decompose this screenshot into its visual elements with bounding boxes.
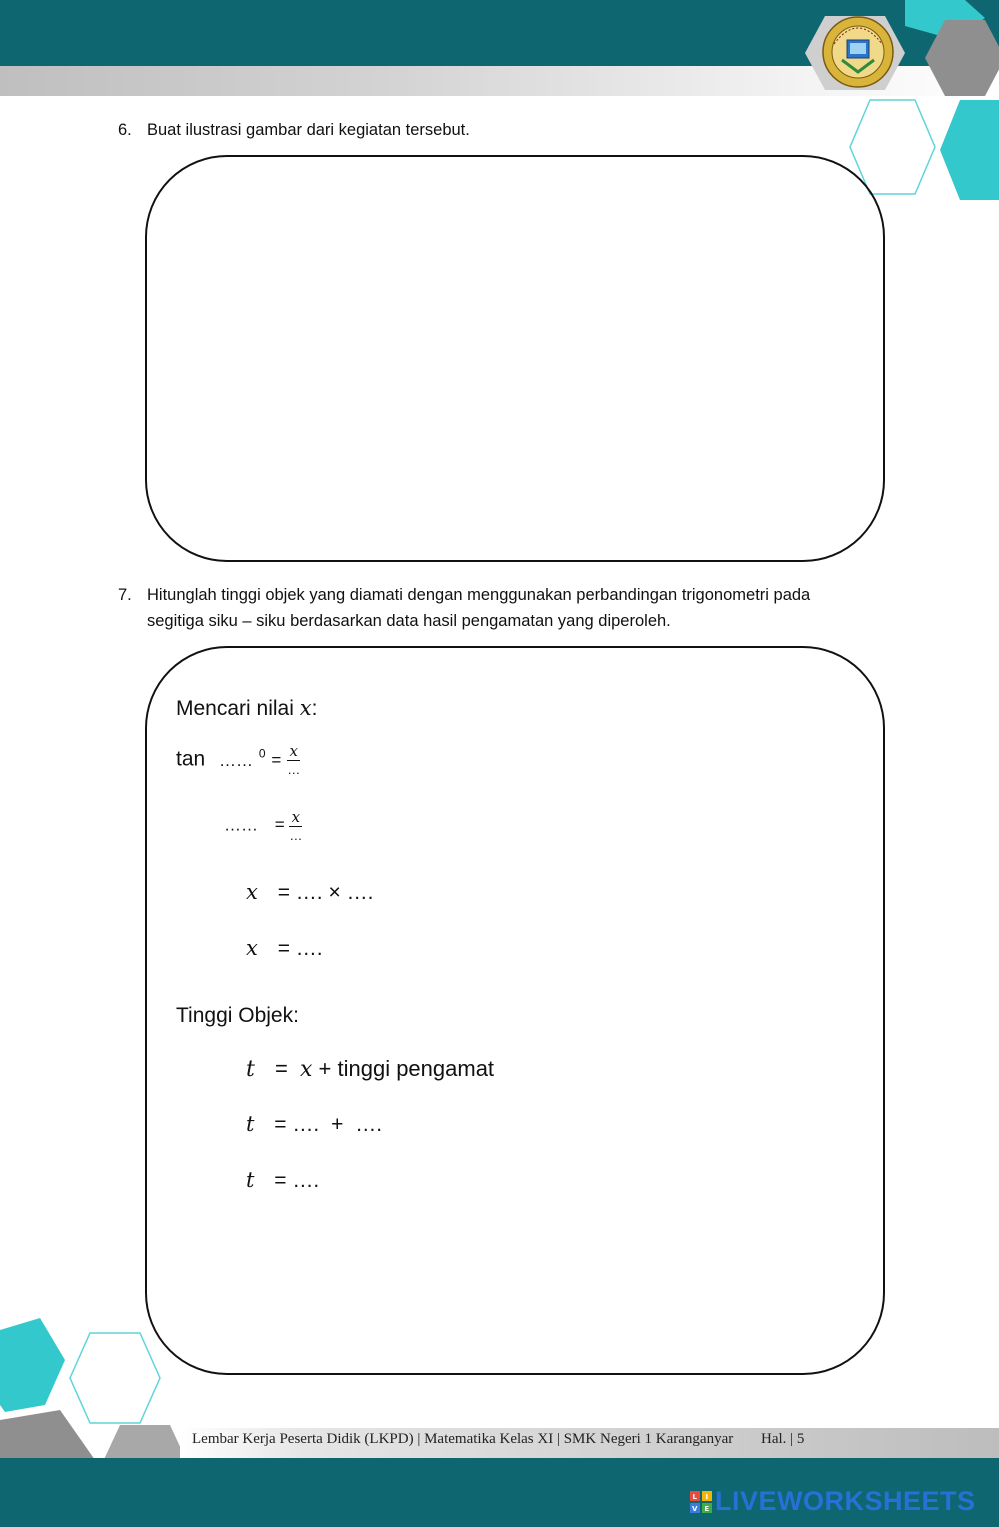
factor-blank-2[interactable]: …. xyxy=(346,881,374,904)
plus-sign: + xyxy=(331,1113,344,1136)
var-x: x xyxy=(246,880,258,904)
times-sign: × xyxy=(328,881,341,904)
x-result-equation xyxy=(246,936,323,961)
equals-sign: = xyxy=(274,1169,287,1192)
equals-sign: = xyxy=(274,1113,287,1136)
question-6-text: Buat ilustrasi gambar dari kegiatan tersebut. xyxy=(147,121,470,139)
icon-letter-l: L xyxy=(692,1493,698,1501)
sum-blank-1[interactable]: …. xyxy=(292,1113,320,1136)
x-result-blank[interactable]: …. xyxy=(295,937,323,960)
equals-sign: = xyxy=(274,1056,288,1081)
sum-blank-2[interactable]: …. xyxy=(355,1113,383,1136)
fraction-denominator[interactable]: … xyxy=(289,828,303,843)
var-x: x xyxy=(299,1057,313,1082)
tan-value-equation xyxy=(224,810,302,842)
colon: : xyxy=(311,697,318,720)
liveworksheets-watermark[interactable] xyxy=(690,1486,976,1517)
hexagon-right-teal xyxy=(940,100,999,200)
var-t: t xyxy=(246,1057,255,1082)
fraction-denominator[interactable]: … xyxy=(287,762,301,777)
equals-sign: = xyxy=(277,881,290,904)
observer-height-label: tinggi pengamat xyxy=(337,1056,495,1081)
x-product-equation xyxy=(246,880,373,905)
fraction-numerator: x xyxy=(289,810,302,827)
liveworksheets-icon xyxy=(690,1491,712,1513)
icon-letter-e: E xyxy=(704,1505,710,1513)
t-formula-equation xyxy=(246,1056,494,1082)
object-height-heading: Tinggi Objek: xyxy=(176,1004,299,1027)
tan-value-blank[interactable]: …… xyxy=(224,815,258,835)
find-x-label: Mencari nilai xyxy=(176,697,300,720)
icon-letter-i: I xyxy=(705,1493,709,1501)
x-over-blank-fraction xyxy=(287,744,300,776)
footer-document-title: Lembar Kerja Peserta Didik (LKPD) | Matematika Kelas XI | SMK Negeri 1 Karanganyar xyxy=(192,1431,734,1447)
var-x: x xyxy=(299,696,312,720)
icon-letter-v: V xyxy=(692,1505,698,1513)
fraction-numerator: x xyxy=(287,744,300,761)
equals-sign: = xyxy=(277,937,290,960)
plus-sign: + xyxy=(318,1056,332,1081)
x-over-blank-fraction xyxy=(289,810,302,842)
equals-sign: = xyxy=(271,750,282,770)
footer-text xyxy=(192,1431,804,1448)
find-x-heading xyxy=(176,696,317,721)
question-7-line-2: segitiga siku – siku berdasarkan data hasil pengamatan yang diperoleh. xyxy=(147,612,671,630)
angle-blank[interactable]: …… xyxy=(219,750,254,770)
liveworksheets-text: LIVEWORKSHEETS xyxy=(715,1486,976,1516)
illustration-answer-box[interactable] xyxy=(145,155,885,562)
footer-page-number: Hal. | 5 xyxy=(761,1431,805,1447)
t-result-equation xyxy=(246,1168,319,1193)
tan-label: tan xyxy=(176,747,206,771)
factor-blank-1[interactable]: …. xyxy=(295,881,323,904)
t-result-blank[interactable]: …. xyxy=(292,1169,320,1192)
question-6-number: 6. xyxy=(118,121,132,139)
t-sum-equation xyxy=(246,1112,382,1137)
hexagon-bottom-outline xyxy=(70,1333,160,1423)
question-7-number: 7. xyxy=(118,586,132,604)
var-t: t xyxy=(246,1112,255,1136)
var-t: t xyxy=(246,1168,255,1192)
hexagon-bottom-teal xyxy=(0,1318,65,1412)
degree-symbol: 0 xyxy=(258,746,266,761)
var-x: x xyxy=(246,936,258,960)
school-seal-logo xyxy=(820,14,896,90)
question-7-line-1: Hitunglah tinggi objek yang diamati dengan menggunakan perbandingan trigonometri pada xyxy=(147,586,811,604)
tan-equation xyxy=(176,744,300,776)
equals-sign: = xyxy=(274,815,285,835)
